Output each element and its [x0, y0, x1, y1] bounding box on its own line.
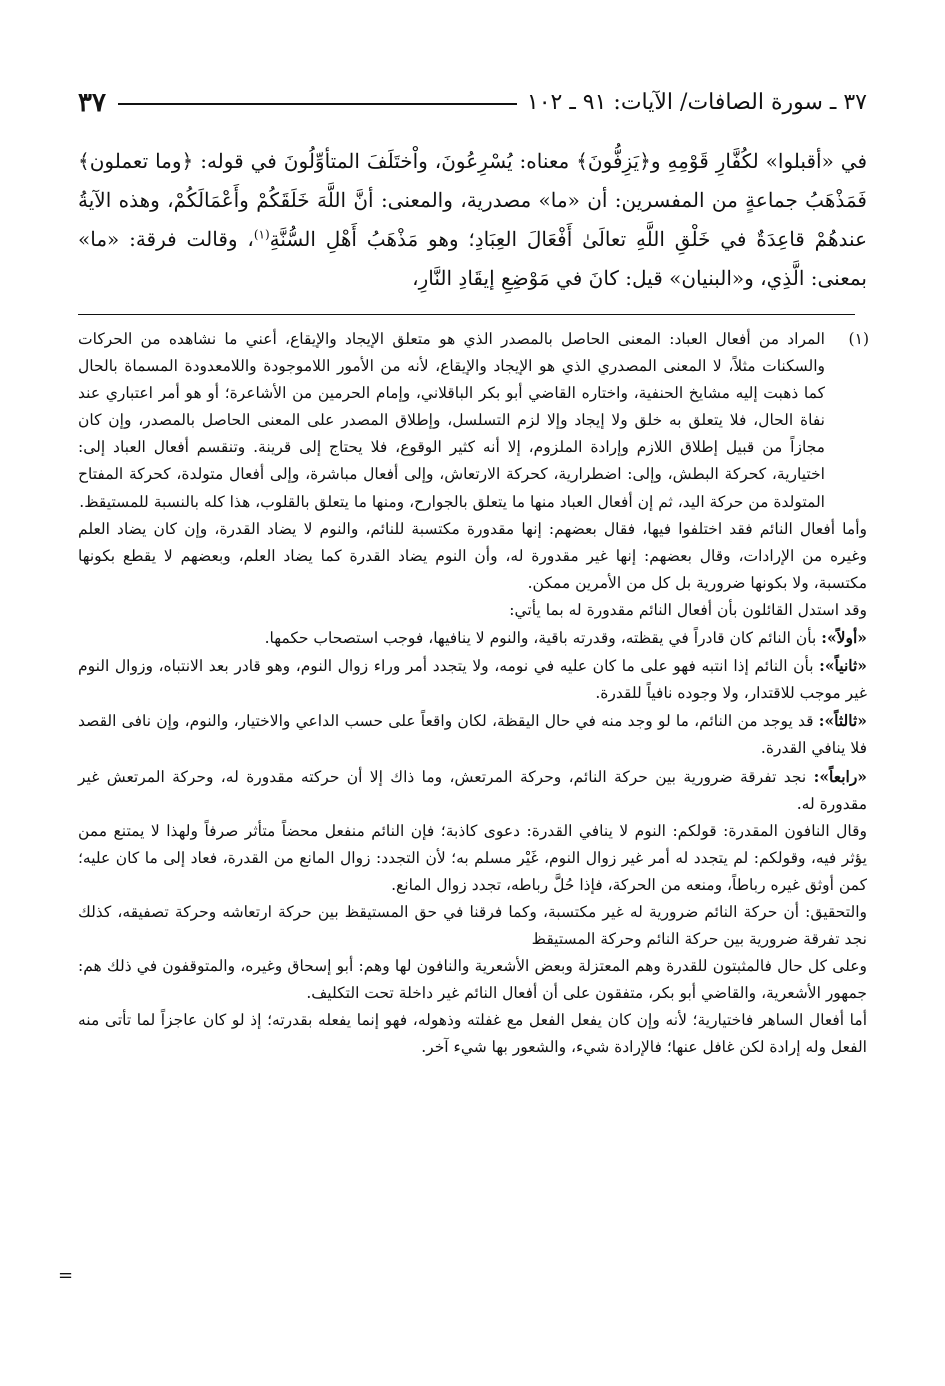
- point-text: بأن النائم كان قادراً في يقظته، وقدرته باقية، والنوم لا ينافيها، فوجب استصحاب حكمها.: [264, 629, 822, 648]
- main-text-part-2: ، وقالت فرقة: «ما» بمعنى: الَّذِي، و«البنيان» قيل: كانَ في مَوْضِعِ إيقَادِ النَّارِ،: [78, 227, 867, 290]
- footnote-paragraph: وقد استدل القائلون بأن أفعال النائم مقدورة له بما يأتي:: [509, 600, 867, 619]
- footnote-paragraph: [78, 624, 867, 652]
- footnote-reference: (١): [253, 227, 270, 242]
- point-text: بأن النائم إذا انتبه فهو على ما كان عليه في نومه، ولا يتجدد أمر وراء زوال النوم، وهو قادر بعد الانتباه، وزوال النوم غير موجب للاقتدار، ولا وجوده نافياً للقدرة.: [78, 657, 867, 703]
- point-label: «رابعاً»:: [813, 766, 867, 786]
- main-paragraph: [78, 142, 867, 298]
- main-text: [78, 142, 867, 298]
- point-text: نجد تفرقة ضرورية بين حركة النائم، وحركة المرتعش، وما ذاك إلا أن حركته مقدورة له، وحركة المرتعش غير مقدورة له.: [78, 767, 867, 813]
- running-header: [78, 84, 867, 124]
- footnotes: [78, 326, 867, 1062]
- footnote-paragraph: [78, 652, 867, 707]
- header-title: ٣٧ ـ سورة الصافات/ الآيات: ٩١ ـ ١٠٢: [517, 84, 867, 122]
- footnote-paragraph: [78, 763, 867, 818]
- footnote-paragraph: [78, 707, 867, 762]
- footnote-paragraph: المراد من أفعال العباد: المعنى الحاصل بالمصدر الذي هو متعلق الإيجاد والإيقاع، أعني ما نشاهده من الحركات والسكنات مثلاً، لا المعنى المصدري الذي هو الإيجاد والإيقاع، لأنه من الأمور اللاموجودة واللامعدودة المسماة بالحال كما ذهبت إليه مشايخ الحنفية، واختاره القاضي أبو بكر الباقلاني، وإمام الحرمين من الأشاعرة؛ أو هو أمر اعتباري عند نفاة الحال، فلا يتعلق به خلق ولا إيجاد وإلا لزم التسلسل، وإطلاق المصدر على المعنى الحاصل بالمصدر، وإن كان مجازاً من قبيل إطلاق اللازم وإرادة الملزوم، إلا أنه كثير الوقوع، فلا يحتاج إلى قرينة. وتنقسم أفعال العباد إلى: اختيارية، كحركة البطش، وإلى: اضطرارية، كحركة الارتعاش، وإلى أفعال مباشرة، وإلى أفعال متولدة، كحركة المفتاح المتولدة من حركة اليد، ثم إن أفعال العباد منها ما يتعلق بالجوارح، ومنها ما يتعلق بالقلوب، هذا كله بالنسبة للمستيقظ.: [78, 330, 825, 511]
- footnote-paragraph: أما أفعال الساهر فاختيارية؛ لأنه وإن كان يفعل الفعل مع غفلته وذهوله، فهو إنما يفعله بقدرته؛ إذ لو كان عاجزاً لما تأتى منه الفعل وله إرادة لكن غافل عنها؛ فالإرادة شيء، والشعور بها شيء آخر.: [78, 1011, 867, 1057]
- footnote-paragraph: وعلى كل حال فالمثبتون للقدرة وهم المعتزلة وبعض الأشعرية والنافون لها وهم: أبو إسحاق وغيره، والمتوقفون في ذلك هم: جمهور الأشعرية، والقاضي أبو بكر، متفقون على أن أفعال النائم غير داخلة تحت التكليف.: [78, 957, 867, 1003]
- footnote-separator: [78, 314, 855, 315]
- page-number: ٣٧: [78, 84, 114, 122]
- footnote-paragraph: وأما أفعال النائم فقد اختلفوا فيها، فقال بعضهم: إنها مقدورة مكتسبة للنائم، والنوم لا يضاد القدرة، وإن كان يضاد العلم وغيره من الإرادات، وقال بعضهم: إنها غير مقدورة له، وأن النوم يضاد القدرة كما يضاد العلم، وبعضهم لا يقطع بكونها مكتسبة، ولا بكونها ضرورية بل كل من الأمرين ممكن.: [78, 519, 867, 592]
- point-label: «أولاً»:: [821, 628, 867, 648]
- point-label: «ثانياً»:: [819, 656, 867, 676]
- footnote-marker: (١): [848, 330, 869, 348]
- main-text-part-1: في «أقبلوا» لكُفَّارِ قَوْمِهِ و﴿يَزِفُّونَ﴾ معناه: يُسْرِعُونَ، واْختَلَفَ المتأوِّلُونَ في قوله: ﴿وما تعملون﴾ فَمَذْهَبُ جماعةٍ من المفسرين: أن «ما» مصدرية، والمعنى: أنَّ اللَّهَ خَلَقَكُمْ وأَعْمَالَكُمْ، وهذه الآيةُ عندهُمْ قاعِدَةٌ في خَلْقِ اللَّهِ تعالَىٰ أَفْعَالَ العِبَادِ؛ وهو مَذْهَبُ أَهْلِ السُّنَّةِ: [78, 149, 868, 251]
- footnote-paragraph: والتحقيق: أن حركة النائم ضرورية له غير مكتسبة، وكما فرقنا في حق المستيقظ بين حركة ارتعاشه وحركة تصفيقه، كذلك نجد تفرقة ضرورية بين حركة النائم وحركة المستيقظ: [78, 902, 867, 949]
- footnote-paragraph: وقال النافون المقدرة: قولكم: النوم لا ينافي القدرة: دعوى كاذبة؛ فإن النائم منفعل محضاً متأثر صرفاً ولهذا لا يمتنع ممن يؤثر فيه، وقولكم: لم يتجدد له أمر غير زوال النوم، غَيْر مسلم به؛ لأن التجدد: زوال المانع من القدرة، فعاد إلى ما كان عليه؛ كمن أوثق غيره رباطاً، ومنعه من الحركة، فإذا حُلَّ رباطه، تجدد زوال المانع.: [78, 821, 867, 894]
- continuation-mark: =: [58, 1265, 74, 1286]
- point-text: قد يوجد من النائم، ما لو وجد منه في حال اليقظة، لكان واقعاً على حسب الداعي والاختيار، والنوم، وإن نافى القصد فلا ينافي القدرة.: [78, 712, 867, 758]
- point-label: «ثالثاً»:: [818, 711, 867, 731]
